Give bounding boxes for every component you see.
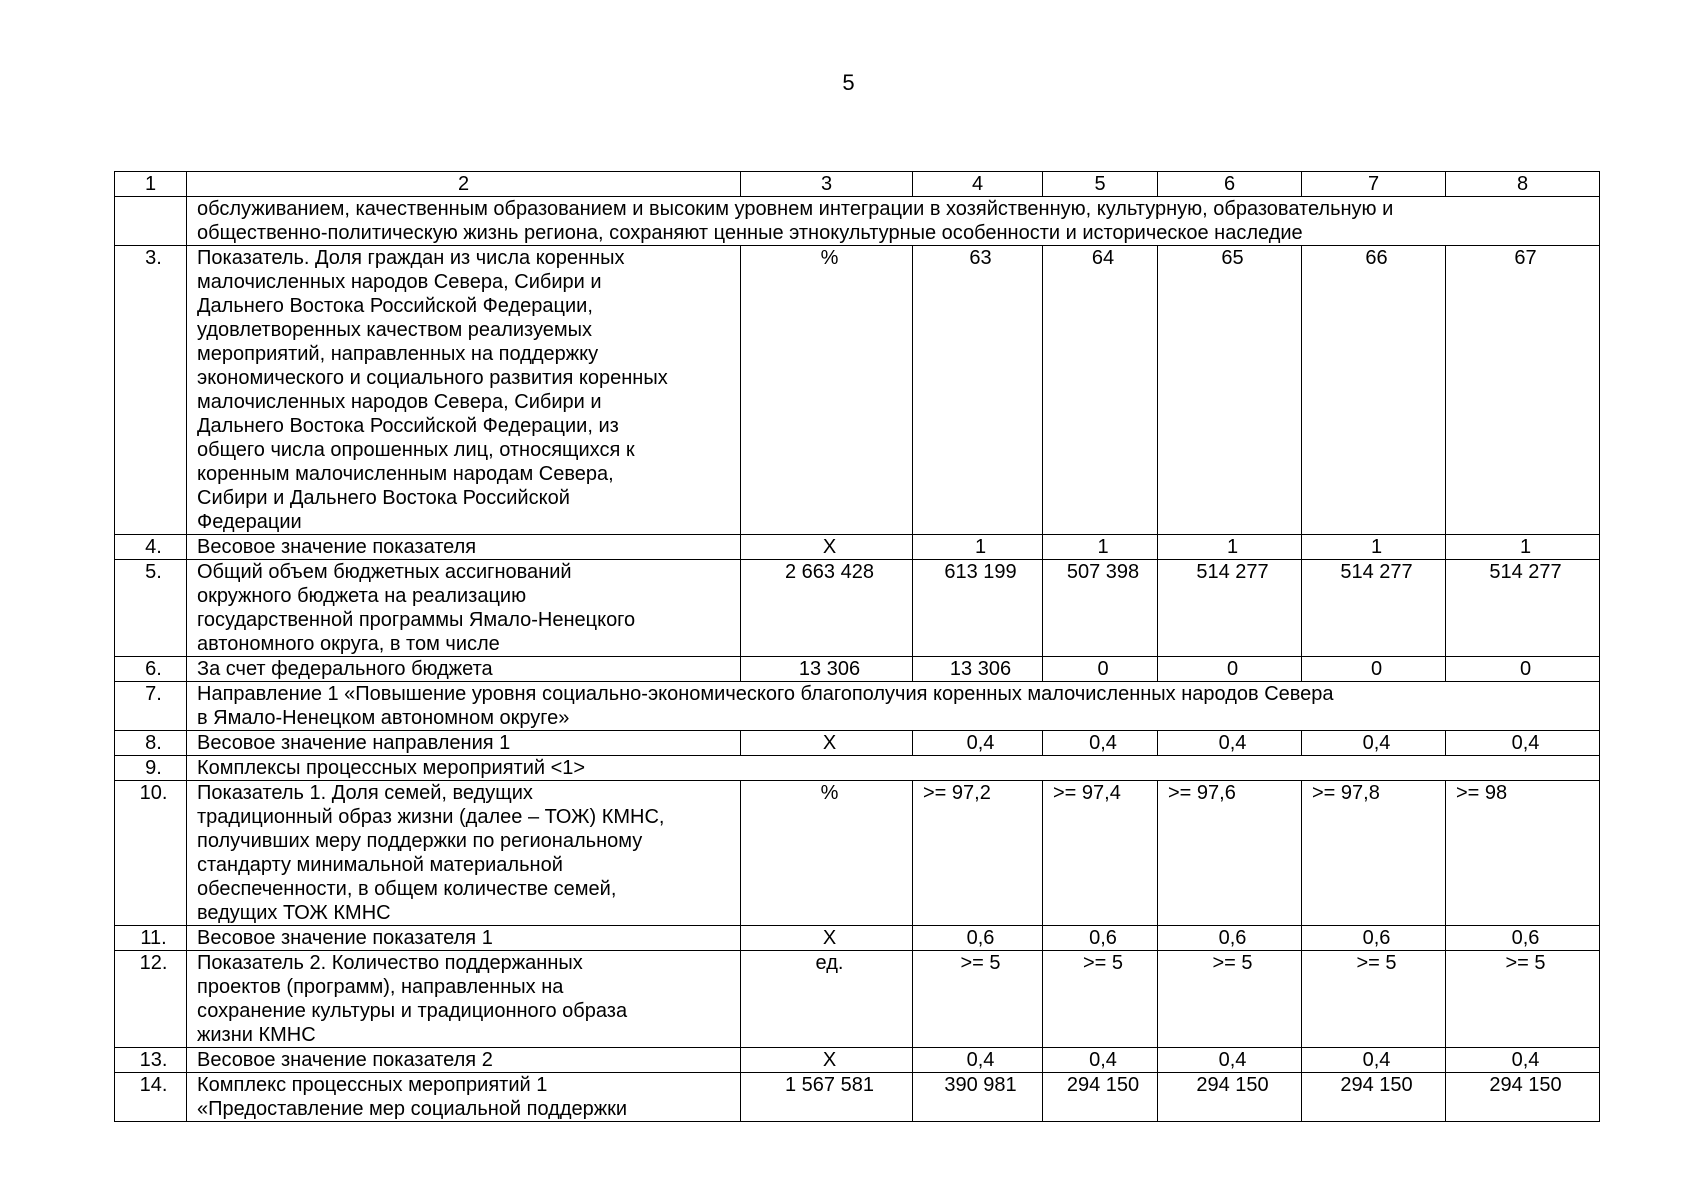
- value-cell: 0: [1446, 657, 1600, 682]
- unit-or-total-cell: 2 663 428: [741, 560, 913, 657]
- unit-or-total-cell: X: [741, 926, 913, 951]
- table-row: [115, 926, 1600, 951]
- row-number: 14.: [115, 1073, 187, 1122]
- section-text: Направление 1 «Повышение уровня социально-экономического благополучия коренных малочисленных народов Севера в Ямало-Ненецком автономном округе»: [187, 682, 1600, 731]
- value-cell: 1: [1446, 535, 1600, 560]
- value-cell: 0,4: [1446, 1048, 1600, 1073]
- value-cell: 0,4: [1043, 731, 1158, 756]
- row-number: 8.: [115, 731, 187, 756]
- value-cell: 66: [1302, 246, 1446, 535]
- indicator-name: Общий объем бюджетных ассигнований окружного бюджета на реализацию государственной программы Ямало-Ненецкого автономного округа, в том числе: [187, 560, 741, 657]
- indicator-name: Весовое значение показателя 2: [187, 1048, 741, 1073]
- row-number: 5.: [115, 560, 187, 657]
- table-row: [115, 560, 1600, 657]
- value-cell: 294 150: [1302, 1073, 1446, 1122]
- indicator-name: Показатель 2. Количество поддержанных проектов (программ), направленных на сохранение культуры и традиционного образа жизни КМНС: [187, 951, 741, 1048]
- indicator-name: Показатель 1. Доля семей, ведущих традиционный образ жизни (далее – ТОЖ) КМНС, получивших меру поддержки по региональному стандарту минимальной материальной обеспеченности, в общем количестве семей, ведущих ТОЖ КМНС: [187, 781, 741, 926]
- header-cell: 6: [1158, 172, 1302, 197]
- value-cell: 0,4: [1158, 1048, 1302, 1073]
- value-cell: >= 97,4: [1043, 781, 1158, 926]
- table-row: [115, 951, 1600, 1048]
- value-cell: >= 98: [1446, 781, 1600, 926]
- row-number: 6.: [115, 657, 187, 682]
- row-number: 4.: [115, 535, 187, 560]
- unit-or-total-cell: 13 306: [741, 657, 913, 682]
- header-cell: 8: [1446, 172, 1600, 197]
- value-cell: 0,4: [1302, 731, 1446, 756]
- table-row: [115, 781, 1600, 926]
- value-cell: 63: [913, 246, 1043, 535]
- value-cell: 65: [1158, 246, 1302, 535]
- table-row: [115, 756, 1600, 781]
- indicator-name: Весовое значение показателя: [187, 535, 741, 560]
- value-cell: 0,4: [1302, 1048, 1446, 1073]
- value-cell: 67: [1446, 246, 1600, 535]
- value-cell: 0,6: [1302, 926, 1446, 951]
- value-cell: 613 199: [913, 560, 1043, 657]
- section-text: Комплексы процессных мероприятий <1>: [187, 756, 1600, 781]
- indicator-name: Комплекс процессных мероприятий 1 «Предоставление мер социальной поддержки: [187, 1073, 741, 1122]
- row-number: 3.: [115, 246, 187, 535]
- value-cell: 1: [1302, 535, 1446, 560]
- value-cell: >= 97,6: [1158, 781, 1302, 926]
- table-row: [115, 535, 1600, 560]
- value-cell: 0,6: [913, 926, 1043, 951]
- value-cell: 64: [1043, 246, 1158, 535]
- row-number: 13.: [115, 1048, 187, 1073]
- value-cell: 0,4: [1446, 731, 1600, 756]
- value-cell: >= 97,8: [1302, 781, 1446, 926]
- value-cell: 1: [1043, 535, 1158, 560]
- value-cell: >= 5: [1158, 951, 1302, 1048]
- unit-or-total-cell: ед.: [741, 951, 913, 1048]
- value-cell: 0,6: [1446, 926, 1600, 951]
- indicator-name: Весовое значение направления 1: [187, 731, 741, 756]
- value-cell: 13 306: [913, 657, 1043, 682]
- value-cell: >= 97,2: [913, 781, 1043, 926]
- value-cell: 294 150: [1043, 1073, 1158, 1122]
- value-cell: 514 277: [1158, 560, 1302, 657]
- row-number: 7.: [115, 682, 187, 731]
- unit-or-total-cell: 1 567 581: [741, 1073, 913, 1122]
- value-cell: >= 5: [913, 951, 1043, 1048]
- value-cell: 514 277: [1302, 560, 1446, 657]
- header-cell: 1: [115, 172, 187, 197]
- value-cell: >= 5: [1043, 951, 1158, 1048]
- row-number: 10.: [115, 781, 187, 926]
- table-row: [115, 197, 1600, 246]
- unit-or-total-cell: X: [741, 535, 913, 560]
- header-cell: 4: [913, 172, 1043, 197]
- header-cell: 3: [741, 172, 913, 197]
- row-number: 12.: [115, 951, 187, 1048]
- value-cell: 1: [913, 535, 1043, 560]
- table-row: [115, 246, 1600, 535]
- unit-or-total-cell: X: [741, 731, 913, 756]
- table-body: [115, 172, 1600, 1122]
- value-cell: 1: [1158, 535, 1302, 560]
- value-cell: 0,6: [1158, 926, 1302, 951]
- value-cell: >= 5: [1446, 951, 1600, 1048]
- unit-or-total-cell: %: [741, 246, 913, 535]
- header-row: [115, 172, 1600, 197]
- value-cell: 507 398: [1043, 560, 1158, 657]
- page-number: 5: [842, 70, 855, 95]
- table-row: [115, 682, 1600, 731]
- row-number: 11.: [115, 926, 187, 951]
- programme-table: [114, 171, 1600, 1122]
- table-row: [115, 1073, 1600, 1122]
- unit-or-total-cell: X: [741, 1048, 913, 1073]
- indicator-name: Весовое значение показателя 1: [187, 926, 741, 951]
- row-number: [115, 197, 187, 246]
- value-cell: 514 277: [1446, 560, 1600, 657]
- value-cell: 0,6: [1043, 926, 1158, 951]
- value-cell: 0,4: [1158, 731, 1302, 756]
- value-cell: >= 5: [1302, 951, 1446, 1048]
- value-cell: 294 150: [1446, 1073, 1600, 1122]
- value-cell: 0,4: [913, 731, 1043, 756]
- header-cell: 5: [1043, 172, 1158, 197]
- value-cell: 0: [1043, 657, 1158, 682]
- value-cell: 294 150: [1158, 1073, 1302, 1122]
- row-number: 9.: [115, 756, 187, 781]
- value-cell: 0: [1302, 657, 1446, 682]
- value-cell: 0,4: [913, 1048, 1043, 1073]
- table-row: [115, 1048, 1600, 1073]
- section-text: обслуживанием, качественным образованием и высоким уровнем интеграции в хозяйственную, культурную, образовательную и общественно-политическую жизнь региона, сохраняют ценные этнокультурные особенности и историческое наследие: [187, 197, 1600, 246]
- table-row: [115, 657, 1600, 682]
- value-cell: 0,4: [1043, 1048, 1158, 1073]
- value-cell: 390 981: [913, 1073, 1043, 1122]
- header-cell: 2: [187, 172, 741, 197]
- indicator-name: Показатель. Доля граждан из числа коренных малочисленных народов Севера, Сибири и Дальнего Востока Российской Федерации, удовлетворенных качеством реализуемых мероприятий, направленных на поддержку экономического и социального развития коренных малочисленных народов Севера, Сибири и Дальнего Востока Российской Федерации, из общего числа опрошенных лиц, относящихся к коренным малочисленным народам Севера, Сибири и Дальнего Востока Российской Федерации: [187, 246, 741, 535]
- table-row: [115, 731, 1600, 756]
- unit-or-total-cell: %: [741, 781, 913, 926]
- indicator-name: За счет федерального бюджета: [187, 657, 741, 682]
- value-cell: 0: [1158, 657, 1302, 682]
- header-cell: 7: [1302, 172, 1446, 197]
